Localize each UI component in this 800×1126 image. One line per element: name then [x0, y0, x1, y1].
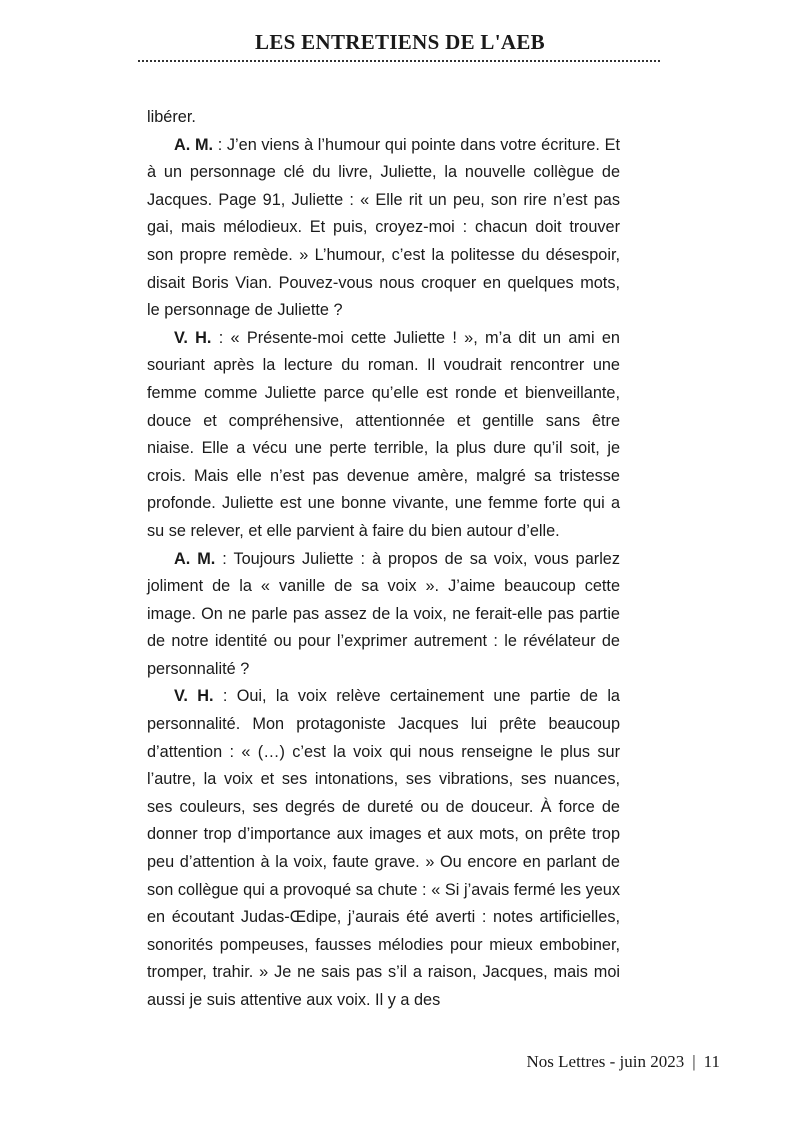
paragraph-text: : J’en viens à l’humour qui pointe dans votre écriture. Et à un personnage clé du livre, Juliette, la nouvelle collègue de Jacques. Page 91, Juliette : « Elle rit un peu, son rire n’est pas gai, mais mélodieux. Et puis, croyez-moi : chacun doit trouver son propre remède. » L’humour, c’est la politesse du désespoir, disait Boris Vian. Pouvez-vous nous croquer en quelques mots, le personnage de Juliette ? — [147, 135, 620, 320]
speaker-label: A. M. — [174, 549, 216, 568]
paragraph-answer — [147, 325, 620, 546]
speaker-label: V. H. — [174, 328, 212, 347]
paragraph-text: : « Présente-moi cette Juliette ! », m’a dit un ami en souriant après la lecture du roman. Il voudrait rencontrer une femme comme Juliette parce qu’elle est ronde et bienveillante, douce et compréhensive, attentionnée et gentille sans être niaise. Elle a vécu une perte terrible, la plus dure qu’il soit, je crois. Mais elle n’est pas devenue amère, malgré sa tristesse profonde. Juliette est une bonne vivante, une femme forte qui a su se relever, et elle parvient à faire du bien autour d’elle. — [147, 328, 620, 540]
page-number: 11 — [703, 1052, 720, 1071]
footer-separator: | — [692, 1052, 696, 1071]
speaker-label: V. H. — [174, 687, 214, 706]
publication-name: Nos Lettres - juin 2023 — [526, 1052, 685, 1071]
article-body — [147, 104, 620, 1015]
speaker-label: A. M. — [174, 135, 214, 154]
page-header — [0, 30, 800, 55]
paragraph-text: : Toujours Juliette : à propos de sa voix, vous parlez joliment de la « vanille de sa voix ». J’aime beaucoup cette image. On ne parle pas assez de la voix, ne ferait-elle pas partie de notre identité ou pour l’exprimer autrement : le révélateur de personnalité ? — [147, 549, 621, 678]
page-footer — [527, 1052, 720, 1072]
paragraph-answer — [147, 683, 620, 1014]
paragraph-continuation — [147, 104, 620, 132]
header-dotted-rule — [138, 60, 660, 62]
paragraph-text: : Oui, la voix relève certainement une partie de la personnalité. Mon protagoniste Jacques lui prête beaucoup d’attention : « (…) c’est la voix qui nous renseigne le plus sur l’autre, la voix et ses intonations, ses vibrations, ses nuances, ses couleurs, ses degrés de dureté ou de douceur. À force de donner trop d’importance aux images et aux mots, on prête trop peu d’attention à la voix, faute grave. » Ou encore en parlant de son collègue qui a provoqué sa chute : « Si j’avais fermé les yeux en écoutant Judas-Œdipe, j’aurais été averti : notes artificielles, sonorités pompeuses, fausses mélodies pour mieux embobiner, tromper, trahir. » Je ne sais pas s’il a raison, Jacques, mais moi aussi je suis attentive aux voix. Il y a des — [147, 687, 620, 1009]
paragraph-question — [147, 132, 620, 325]
page-header-title: LES ENTRETIENS DE L'AEB — [255, 30, 545, 54]
paragraph-text: libérer. — [147, 108, 196, 126]
paragraph-question — [147, 546, 620, 684]
